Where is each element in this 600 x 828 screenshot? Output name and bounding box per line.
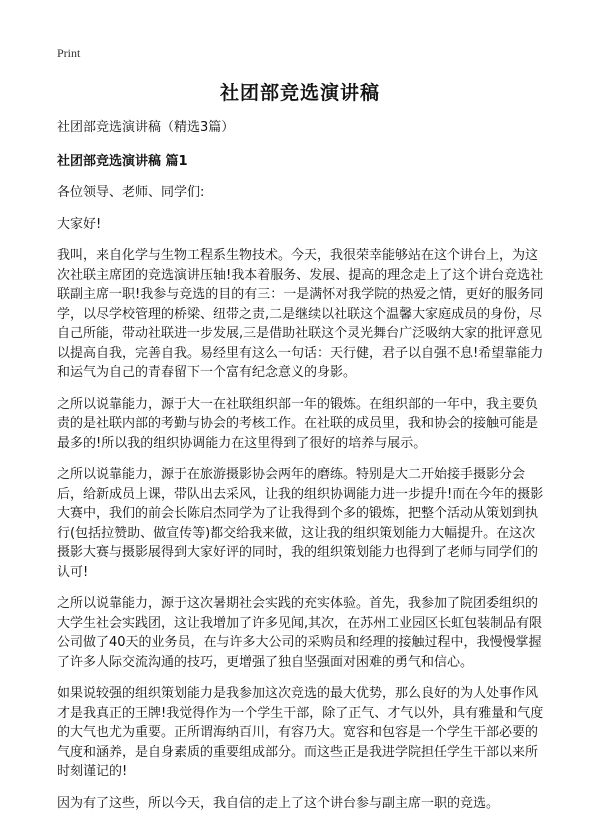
paragraph-greeting: 各位领导、老师、同学们: <box>57 185 205 200</box>
page-title: 社团部竞选演讲稿 <box>219 82 380 104</box>
paragraph-character: 如果说较强的组织策划能力是我参加这次竞选的最大优势，那么良好的为人处事作风才是我真正的王牌!我觉得作为一个学生干部，除了正气、才气以外，具有雅量和气度的大气也尤为重要。正所谓海纳百川，有容乃大。宽容和包容是一个学生干部必要的气度和涵养，是自身素质的重要组成部分。而这些正是我进学院担任学生干部以来所时刻谨记的! <box>57 686 544 779</box>
document-subtitle: 社团部竞选演讲稿（精选3篇） <box>57 120 235 135</box>
paragraph-intro: 我叫，来自化学与生物工程系生物技术。今天，我很荣幸能够站在这个讲台上，为这次社联主席团的竞选演讲压轴!我本着服务、发展、提高的理念走上了这个讲台竞选社联副主席一职!我参与竞选的目的有三：一是满怀对我学院的热爱之情，更好的服务同学，以尽学校管理的桥梁、纽带之责,二是继续以社联这个温馨大家庭成员的身份，尽自己所能，带动社联进一步发展,三是借助社联这个灵光舞台广泛吸纳大家的批评意见以提高自我，完善自我。易经里有这么一句话：天行健，君子以自强不息!希望靠能力和运气为自己的青春留下一个富有纪念意义的身影。 <box>57 248 544 380</box>
paragraph-hello: 大家好! <box>57 216 102 232</box>
document-body <box>57 118 545 825</box>
print-link[interactable]: Print <box>57 46 81 60</box>
section-heading: 社团部竞选演讲稿 篇1 <box>57 153 188 169</box>
paragraph-summer-practice: 之所以说靠能力，源于这次暑期社会实践的充实体验。首先，我参加了院团委组织的大学生社会实践团，这让我增加了许多见闻,其次，在苏州工业园区长虹包装制品有限公司做了40天的业务员，在与许多大公司的采购员和经理的接触过程中，我慢慢掌握了许多人际交流沟通的技巧，更增强了独自坚强面对困难的勇气和信心。 <box>57 596 543 670</box>
paragraph-photography: 之所以说靠能力，源于在旅游摄影协会两年的磨练。特别是大二开始接手摄影分会后，给新成员上课，带队出去采风，让我的组织协调能力进一步提升!而在今年的摄影大赛中，我们的前会长陈启杰同学为了让我得到个多的锻炼，把整个活动从策划到执行(包括拉赞助、做宣传等)都交给我来做，这让我的组织策划能力大幅提升。在这次摄影大赛与摄影展得到大家好评的同时，我的组织策划能力也得到了老师与同学们的认可! <box>57 467 544 580</box>
paragraph-organization-dept: 之所以说靠能力，源于大一在社联组织部一年的锻炼。在组织部的一年中，我主要负责的是社联内部的考勤与协会的考核工作。在社联的成员里，我和协会的接触可能是最多的!所以我的组织协调能力在这里得到了很好的培养与展示。 <box>57 396 539 451</box>
paragraph-conclusion: 因为有了这些，所以今天，我自信的走上了这个讲台参与副主席一职的竞选。 <box>57 795 500 811</box>
